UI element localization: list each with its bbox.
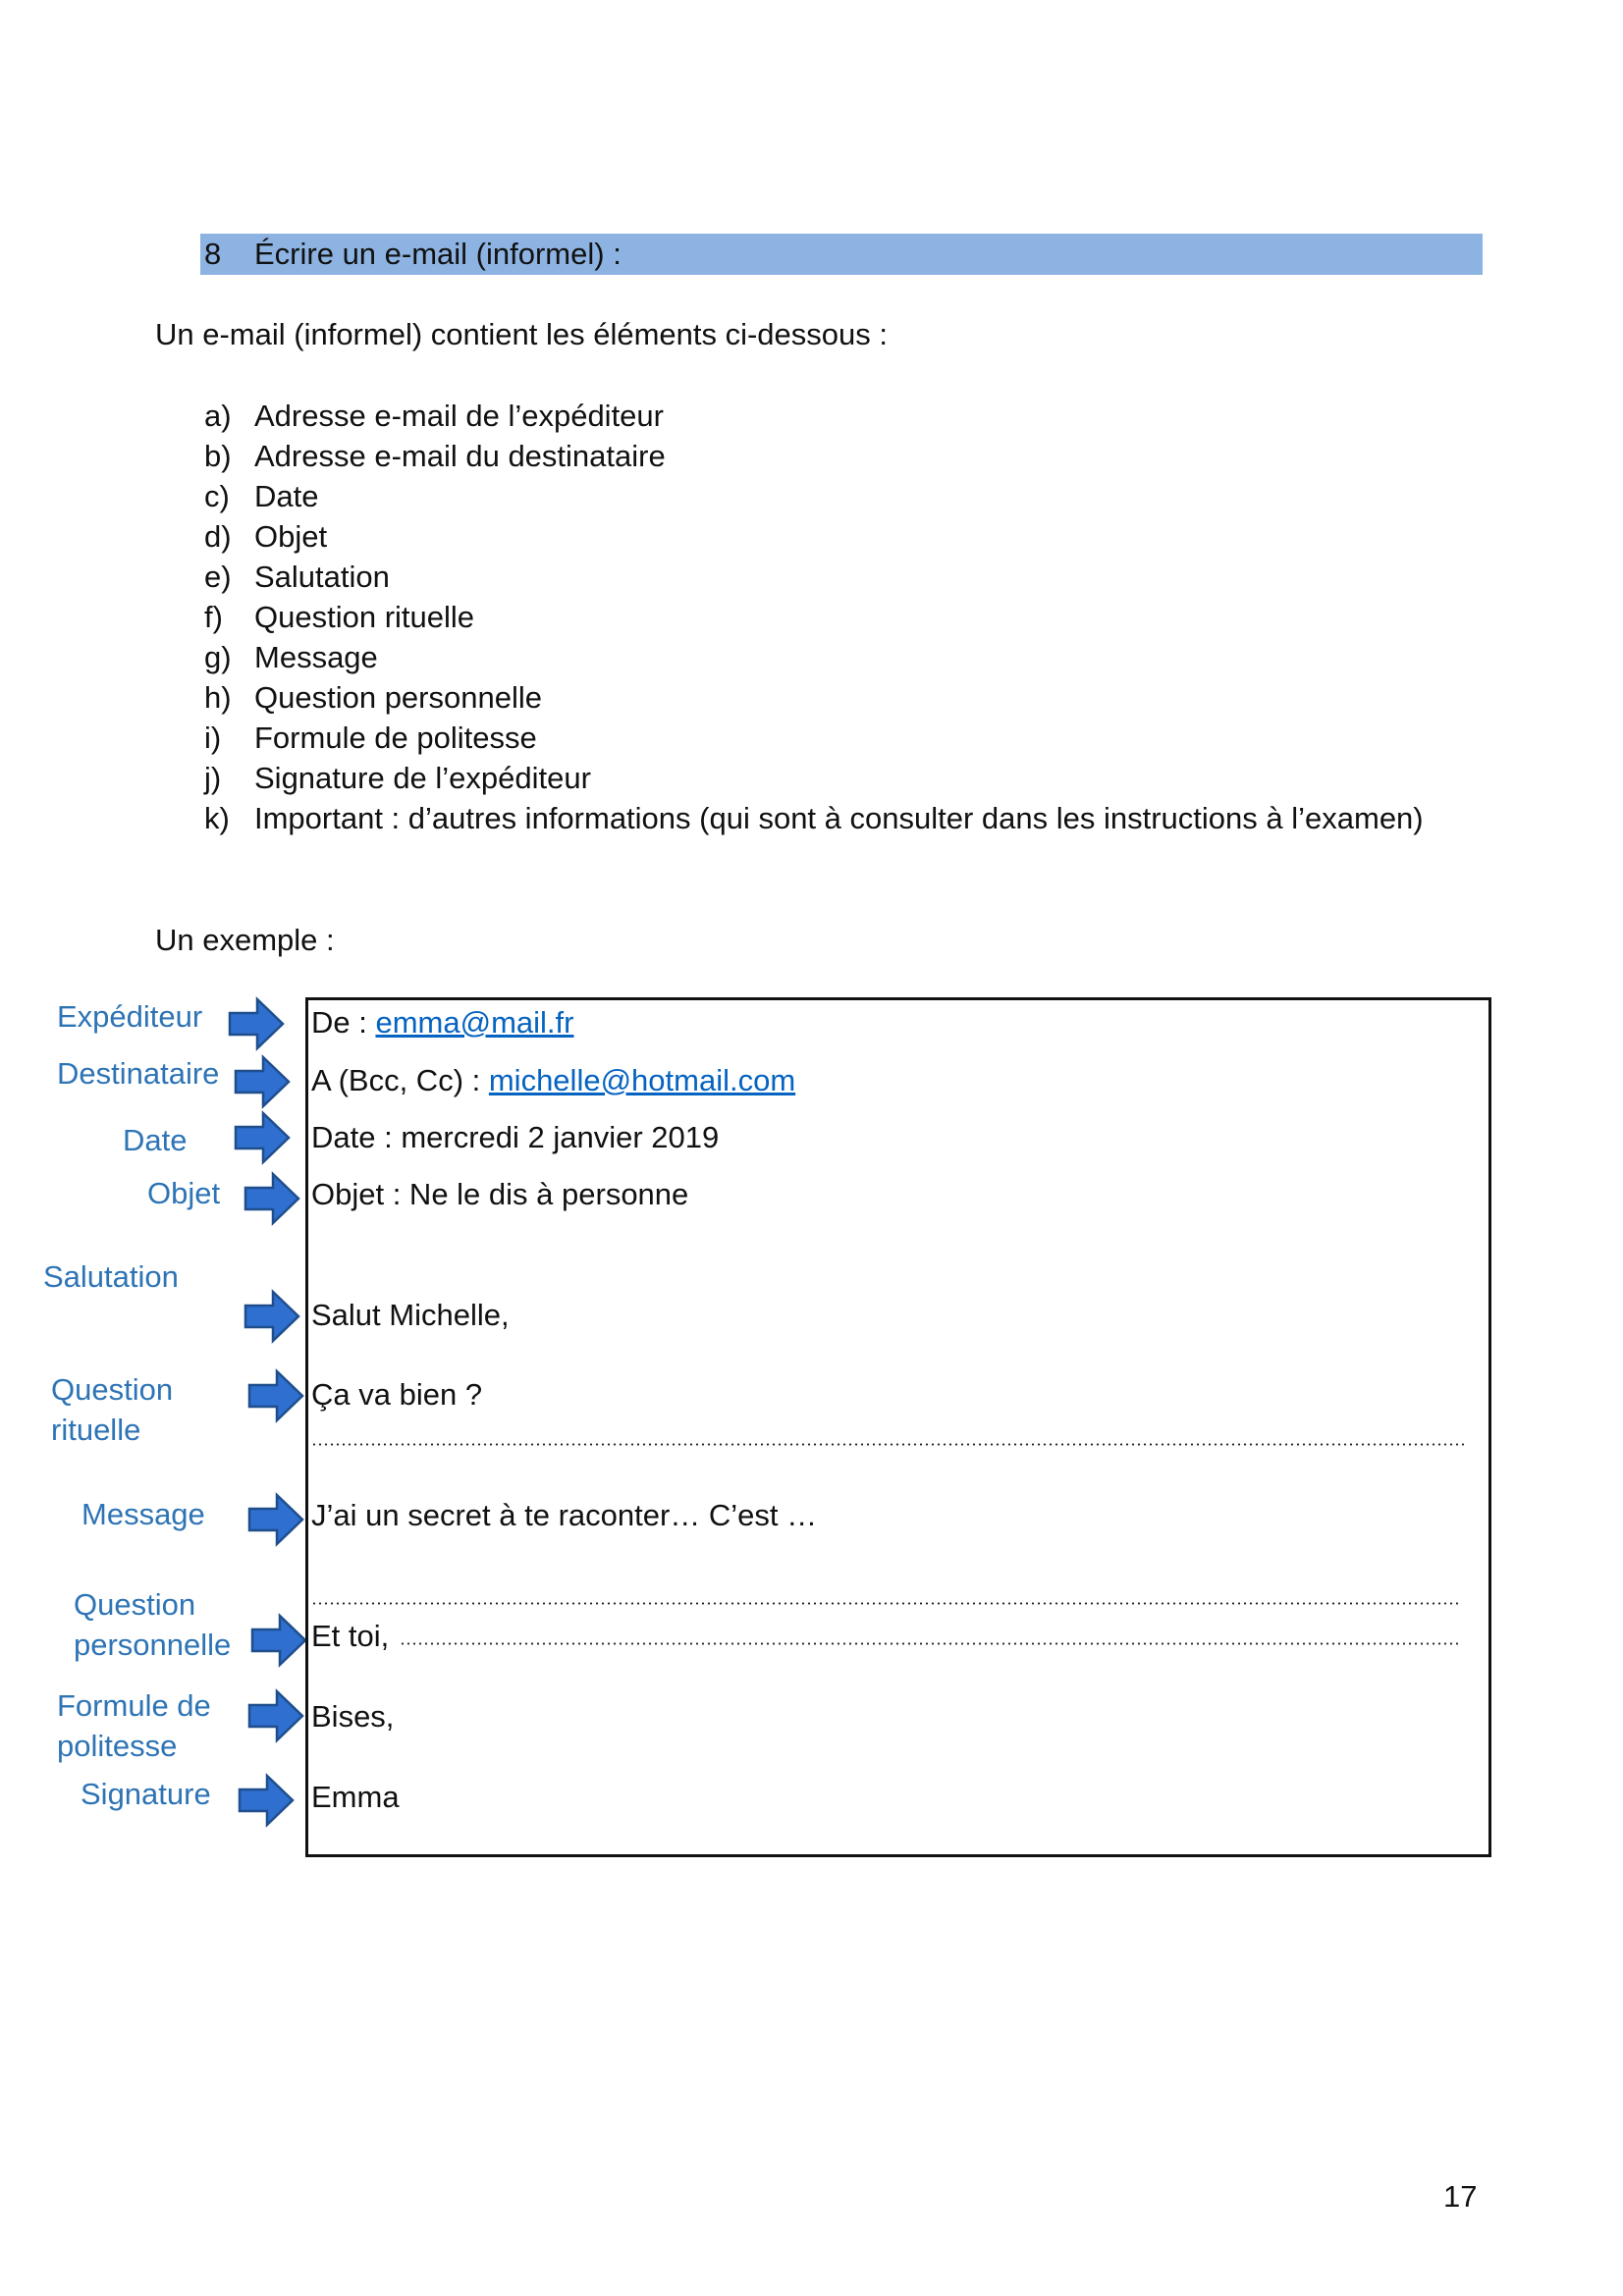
arrow-right-icon <box>247 1492 304 1547</box>
label-signature: Signature <box>81 1777 211 1811</box>
list-letter: i) <box>204 721 222 755</box>
list-letter: k) <box>204 801 230 835</box>
list-text: Formule de politesse <box>254 721 537 755</box>
list-text: Salutation <box>254 560 390 594</box>
email-to-prefix: A (Bcc, Cc) : <box>311 1063 489 1097</box>
intro-text: Un e-mail (informel) contient les éléments ci-dessous : <box>155 317 888 351</box>
email-to-line <box>311 1063 795 1098</box>
email-from-prefix: De : <box>311 1005 376 1040</box>
email-greeting: Salut Michelle, <box>311 1298 510 1332</box>
list-text: Question rituelle <box>254 600 475 634</box>
email-personal-question: Et toi, <box>311 1619 390 1653</box>
label-objet: Objet <box>147 1176 221 1210</box>
arrow-right-icon <box>247 1688 304 1743</box>
email-closing: Bises, <box>311 1699 395 1734</box>
arrow-right-icon <box>234 1110 291 1165</box>
list-text: Signature de l’expéditeur <box>254 761 591 795</box>
email-ritual-question: Ça va bien ? <box>311 1377 483 1412</box>
list-text: Objet <box>254 519 328 554</box>
label-destinataire: Destinataire <box>57 1056 220 1091</box>
label-question-personnelle-line1: Question <box>74 1587 196 1622</box>
list-text: Adresse e-mail du destinataire <box>254 439 666 473</box>
page-number: 17 <box>1443 2179 1478 2214</box>
arrow-right-icon <box>234 1054 291 1109</box>
list-text: Adresse e-mail de l’expéditeur <box>254 399 664 433</box>
label-expediteur: Expéditeur <box>57 999 203 1034</box>
email-to-address-link[interactable]: michelle@hotmail.com <box>488 1063 796 1097</box>
arrow-right-icon <box>243 1171 300 1226</box>
list-letter: d) <box>204 519 232 554</box>
label-message: Message <box>81 1497 205 1531</box>
email-from-line <box>311 1005 573 1041</box>
list-letter: g) <box>204 640 232 674</box>
label-question-rituelle-line2: rituelle <box>51 1413 141 1447</box>
list-letter: j) <box>204 761 222 795</box>
email-message: J’ai un secret à te raconter… C’est … <box>311 1498 818 1532</box>
section-title: Écrire un e-mail (informel) : <box>254 237 622 271</box>
label-question-personnelle-line2: personnelle <box>74 1628 232 1662</box>
list-letter: c) <box>204 479 230 513</box>
dotted-line <box>311 1602 1462 1605</box>
list-letter: e) <box>204 560 232 594</box>
email-signature: Emma <box>311 1780 400 1814</box>
list-letter: a) <box>204 399 232 433</box>
list-text: Date <box>254 479 319 513</box>
dotted-line <box>400 1642 1462 1645</box>
list-letter: b) <box>204 439 232 473</box>
label-formule-line1: Formule de <box>57 1688 211 1723</box>
list-text: Question personnelle <box>254 680 542 715</box>
label-date: Date <box>123 1123 188 1157</box>
arrow-right-icon <box>228 996 285 1051</box>
email-subject-line: Objet : Ne le dis à personne <box>311 1177 689 1211</box>
arrow-right-icon <box>250 1613 307 1668</box>
list-text: Message <box>254 640 378 674</box>
list-letter: f) <box>204 600 223 634</box>
email-date-line: Date : mercredi 2 janvier 2019 <box>311 1120 720 1154</box>
list-letter: h) <box>204 680 232 715</box>
dotted-line <box>311 1443 1468 1446</box>
label-formule-line2: politesse <box>57 1729 178 1763</box>
email-from-address-link[interactable]: emma@mail.fr <box>375 1005 574 1040</box>
list-text: Important : d’autres informations (qui sont à consulter dans les instructions à l’examen) <box>254 801 1424 835</box>
arrow-right-icon <box>243 1289 300 1344</box>
section-number: 8 <box>204 237 222 271</box>
arrow-right-icon <box>238 1773 295 1828</box>
example-title: Un exemple : <box>155 923 335 957</box>
arrow-right-icon <box>247 1368 304 1423</box>
label-salutation: Salutation <box>43 1259 179 1294</box>
label-question-rituelle-line1: Question <box>51 1372 174 1407</box>
